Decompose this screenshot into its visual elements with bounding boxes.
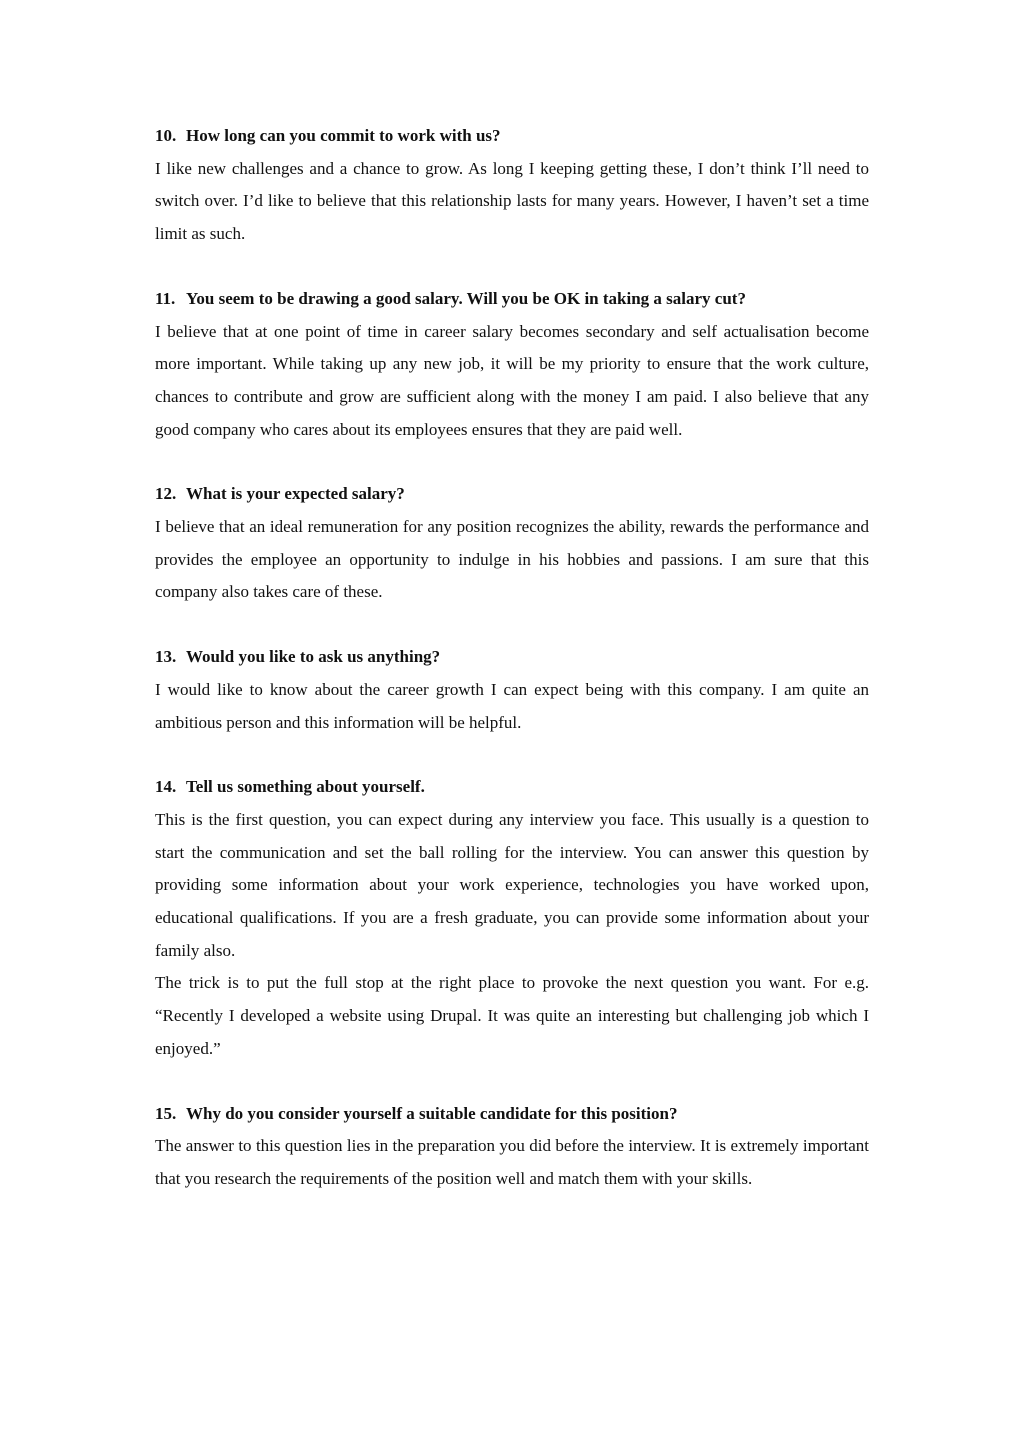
question-heading <box>155 641 869 674</box>
question-number: 14. <box>155 777 177 797</box>
question-heading <box>155 1098 869 1131</box>
answer-paragraph: The trick is to put the full stop at the right place to provoke the next question you want. For e.g. “Recently I developed a website using Drupal. It was quite an interesting but challenging job which I enjoyed.” <box>155 973 869 1058</box>
answer-paragraph: I would like to know about the career growth I can expect being with this company. I am quite an ambitious person and this information will be helpful. <box>155 679 869 732</box>
answer-paragraph: I like new challenges and a chance to grow. As long I keeping getting these, I don’t think I’ll need to switch over. I’d like to believe that this relationship lasts for many years. However, I haven’t set a time limit as such. <box>155 158 869 244</box>
question-heading <box>155 478 869 511</box>
question-number: 15. <box>155 1103 177 1123</box>
question-number: 11. <box>155 288 176 308</box>
qa-item-13 <box>155 641 869 739</box>
qa-item-10 <box>155 120 869 251</box>
question-number: 13. <box>155 647 177 667</box>
question-heading <box>155 283 869 316</box>
qa-item-15 <box>155 1098 869 1196</box>
question-heading <box>155 120 869 153</box>
question-text: You seem to be drawing a good salary. Will you be OK in taking a salary cut? <box>186 288 746 308</box>
answer-paragraph: The answer to this question lies in the preparation you did before the interview. It is extremely important that you research the requirements of the position well and match them with your skills. <box>155 1136 869 1188</box>
answer-paragraph: This is the first question, you can expect during any interview you face. This usually is a question to start the communication and set the ball rolling for the interview. You can answer this question by providing some information about your work experience, technologies you have worked upon, educational qualifications. If you are a fresh graduate, you can provide some information about your family also. <box>155 809 869 960</box>
question-number: 12. <box>155 484 177 504</box>
question-text: Would you like to ask us anything? <box>186 647 441 667</box>
document-page <box>155 120 869 1196</box>
qa-item-11 <box>155 283 869 447</box>
question-text: Tell us something about yourself. <box>186 777 425 797</box>
qa-item-12 <box>155 478 869 609</box>
question-text: How long can you commit to work with us? <box>186 126 501 145</box>
answer-paragraph: I believe that at one point of time in career salary becomes secondary and self actualisation become more important. While taking up any new job, it will be my priority to ensure that the work culture, chances to contribute and grow are sufficient along with the money I am paid. I also believe that any good company who cares about its employees ensures that they are paid well. <box>155 321 869 439</box>
question-heading <box>155 771 869 804</box>
question-text: Why do you consider yourself a suitable candidate for this position? <box>186 1103 678 1123</box>
answer-paragraph: I believe that an ideal remuneration for any position recognizes the ability, rewards the performance and provides the employee an opportunity to indulge in his hobbies and passions. I am sure that this company also takes care of these. <box>155 517 869 602</box>
question-text: What is your expected salary? <box>186 484 405 504</box>
qa-item-14 <box>155 771 869 1065</box>
question-number: 10. <box>155 126 177 145</box>
